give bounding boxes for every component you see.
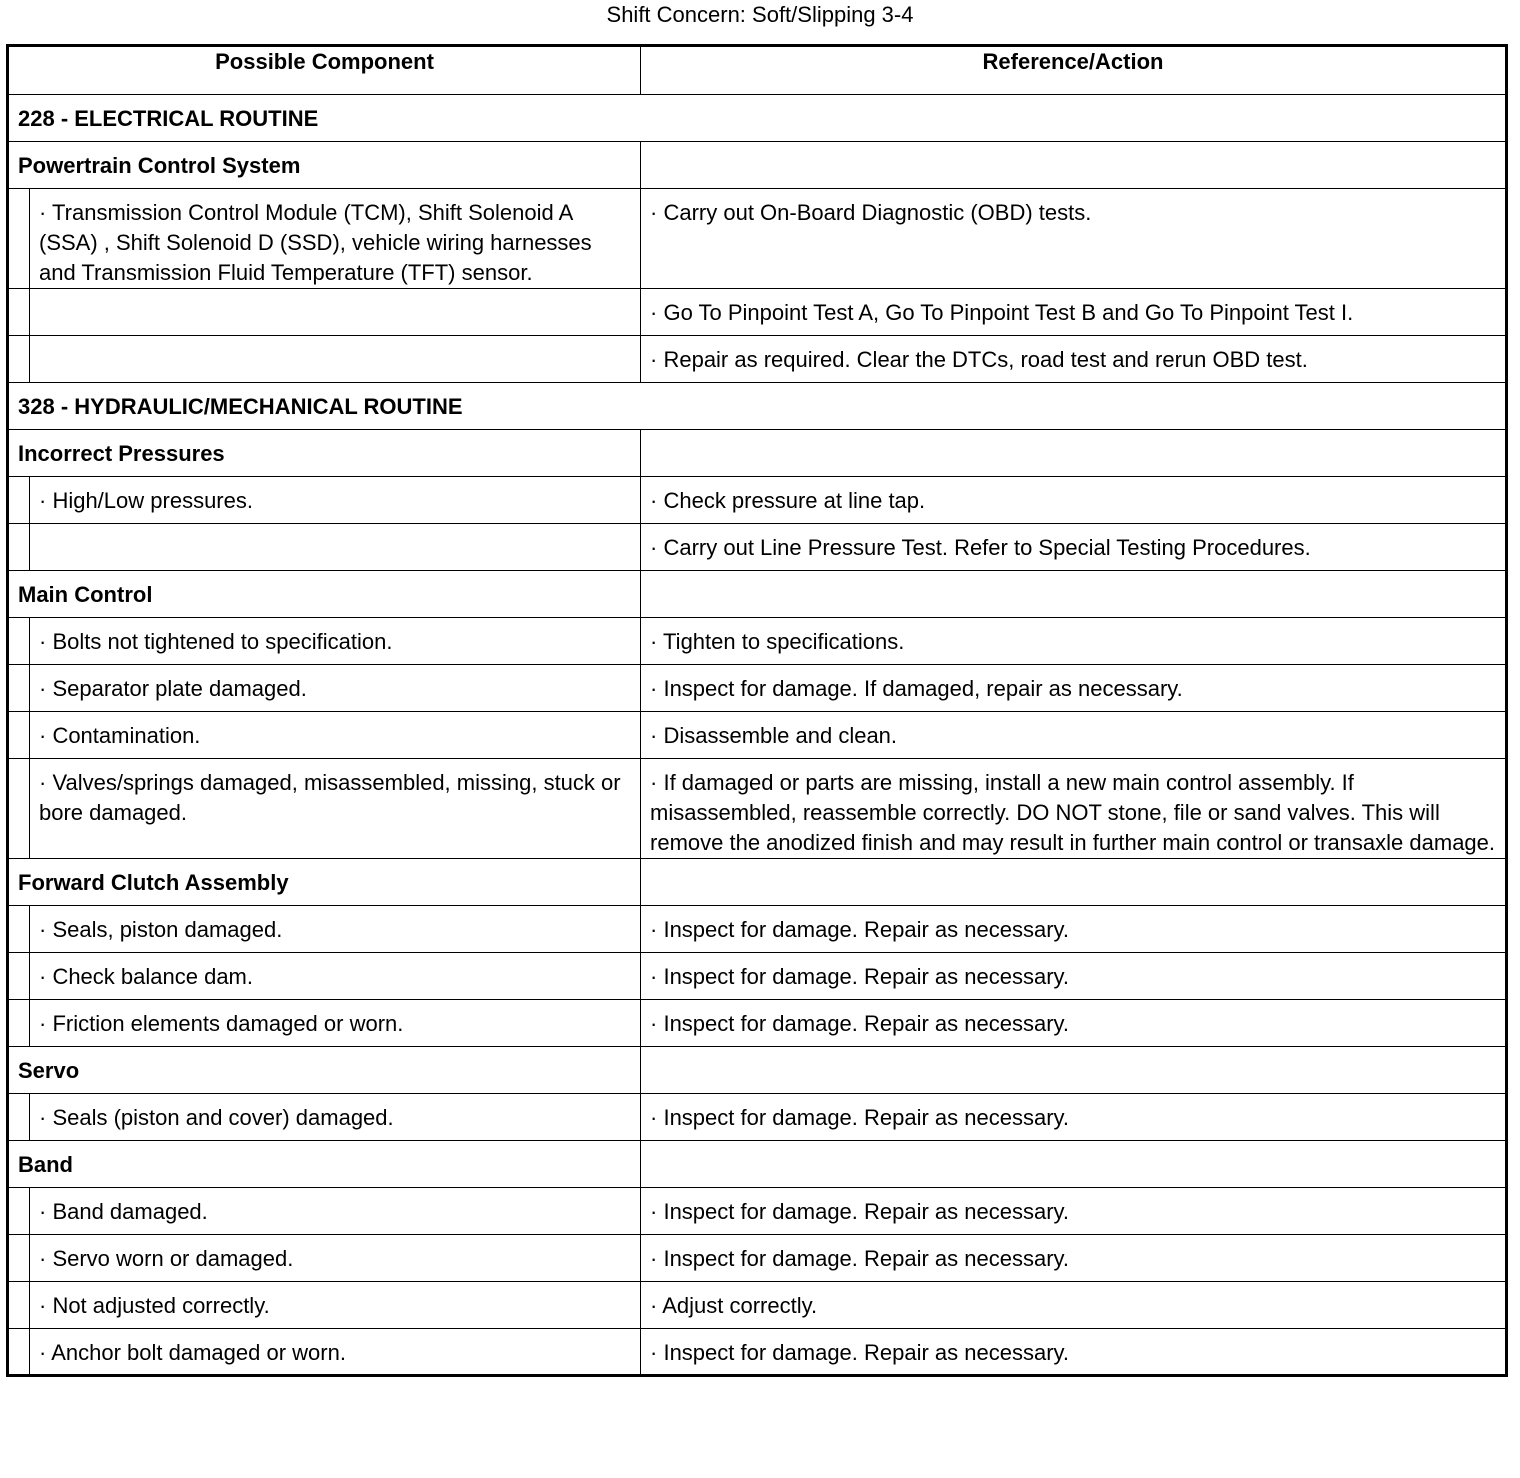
header-reference-action: Reference/Action bbox=[641, 46, 1507, 95]
indent-cell bbox=[8, 336, 30, 383]
action-cell: · Inspect for damage. Repair as necessary. bbox=[641, 1188, 1507, 1235]
routine-heading: 228 - ELECTRICAL ROUTINE bbox=[8, 95, 1507, 142]
component-cell bbox=[30, 524, 641, 571]
table-row bbox=[8, 1329, 1507, 1376]
component-cell: · Contamination. bbox=[30, 712, 641, 759]
table-body bbox=[8, 95, 1507, 1376]
action-cell: · Adjust correctly. bbox=[641, 1282, 1507, 1329]
group-action-cell bbox=[641, 142, 1507, 189]
action-cell: · Inspect for damage. If damaged, repair as necessary. bbox=[641, 665, 1507, 712]
action-cell: · Inspect for damage. Repair as necessary. bbox=[641, 1329, 1507, 1376]
component-cell: · Transmission Control Module (TCM), Shift Solenoid A (SSA) , Shift Solenoid D (SSD), vehicle wiring harnesses and Transmission Fluid Temperature (TFT) sensor. bbox=[30, 189, 641, 289]
action-cell: · Tighten to specifications. bbox=[641, 618, 1507, 665]
indent-cell bbox=[8, 1094, 30, 1141]
group-heading: Forward Clutch Assembly bbox=[8, 859, 641, 906]
indent-cell bbox=[8, 1329, 30, 1376]
component-cell: · High/Low pressures. bbox=[30, 477, 641, 524]
component-cell: · Valves/springs damaged, misassembled, missing, stuck or bore damaged. bbox=[30, 759, 641, 859]
table-row bbox=[8, 1282, 1507, 1329]
indent-cell bbox=[8, 524, 30, 571]
group-heading: Servo bbox=[8, 1047, 641, 1094]
table-row bbox=[8, 1188, 1507, 1235]
action-cell: · Check pressure at line tap. bbox=[641, 477, 1507, 524]
component-cell: · Servo worn or damaged. bbox=[30, 1235, 641, 1282]
group-row bbox=[8, 142, 1507, 189]
header-possible-component: Possible Component bbox=[8, 46, 641, 95]
component-cell: · Seals (piston and cover) damaged. bbox=[30, 1094, 641, 1141]
action-cell: · Carry out On-Board Diagnostic (OBD) tests. bbox=[641, 189, 1507, 289]
group-heading: Band bbox=[8, 1141, 641, 1188]
routine-heading: 328 - HYDRAULIC/MECHANICAL ROUTINE bbox=[8, 383, 1507, 430]
indent-cell bbox=[8, 906, 30, 953]
action-cell: · Disassemble and clean. bbox=[641, 712, 1507, 759]
indent-cell bbox=[8, 289, 30, 336]
action-cell: · Inspect for damage. Repair as necessary. bbox=[641, 1094, 1507, 1141]
action-cell: · Inspect for damage. Repair as necessary. bbox=[641, 953, 1507, 1000]
indent-cell bbox=[8, 618, 30, 665]
group-row bbox=[8, 859, 1507, 906]
component-cell: · Anchor bolt damaged or worn. bbox=[30, 1329, 641, 1376]
action-cell: · Carry out Line Pressure Test. Refer to Special Testing Procedures. bbox=[641, 524, 1507, 571]
table-row bbox=[8, 1235, 1507, 1282]
component-cell bbox=[30, 289, 641, 336]
indent-cell bbox=[8, 759, 30, 859]
table-row bbox=[8, 712, 1507, 759]
group-action-cell bbox=[641, 1141, 1507, 1188]
action-cell: · Inspect for damage. Repair as necessary. bbox=[641, 906, 1507, 953]
indent-cell bbox=[8, 1282, 30, 1329]
table-row bbox=[8, 1094, 1507, 1141]
routine-row bbox=[8, 383, 1507, 430]
group-heading: Powertrain Control System bbox=[8, 142, 641, 189]
group-action-cell bbox=[641, 571, 1507, 618]
component-cell: · Seals, piston damaged. bbox=[30, 906, 641, 953]
component-cell: · Not adjusted correctly. bbox=[30, 1282, 641, 1329]
group-row bbox=[8, 430, 1507, 477]
group-action-cell bbox=[641, 430, 1507, 477]
group-heading: Main Control bbox=[8, 571, 641, 618]
component-cell: · Friction elements damaged or worn. bbox=[30, 1000, 641, 1047]
table-row bbox=[8, 524, 1507, 571]
table-row bbox=[8, 189, 1507, 289]
document-title: Shift Concern: Soft/Slipping 3-4 bbox=[606, 2, 914, 27]
group-heading: Incorrect Pressures bbox=[8, 430, 641, 477]
indent-cell bbox=[8, 1000, 30, 1047]
component-cell: · Bolts not tightened to specification. bbox=[30, 618, 641, 665]
table-row bbox=[8, 665, 1507, 712]
table-row bbox=[8, 906, 1507, 953]
table-row bbox=[8, 1000, 1507, 1047]
component-cell: · Check balance dam. bbox=[30, 953, 641, 1000]
indent-cell bbox=[8, 953, 30, 1000]
indent-cell bbox=[8, 665, 30, 712]
table-row bbox=[8, 289, 1507, 336]
action-cell: · Inspect for damage. Repair as necessary. bbox=[641, 1235, 1507, 1282]
action-cell: · Inspect for damage. Repair as necessary. bbox=[641, 1000, 1507, 1047]
table-row bbox=[8, 953, 1507, 1000]
group-row bbox=[8, 571, 1507, 618]
component-cell: · Separator plate damaged. bbox=[30, 665, 641, 712]
indent-cell bbox=[8, 189, 30, 289]
component-cell bbox=[30, 336, 641, 383]
table-row bbox=[8, 477, 1507, 524]
group-action-cell bbox=[641, 859, 1507, 906]
group-row bbox=[8, 1047, 1507, 1094]
group-row bbox=[8, 1141, 1507, 1188]
component-cell: · Band damaged. bbox=[30, 1188, 641, 1235]
table-row bbox=[8, 618, 1507, 665]
indent-cell bbox=[8, 477, 30, 524]
table-row bbox=[8, 336, 1507, 383]
action-cell: · Go To Pinpoint Test A, Go To Pinpoint Test B and Go To Pinpoint Test I. bbox=[641, 289, 1507, 336]
indent-cell bbox=[8, 1188, 30, 1235]
action-cell: · Repair as required. Clear the DTCs, road test and rerun OBD test. bbox=[641, 336, 1507, 383]
diagnosis-table bbox=[6, 44, 1508, 1377]
table-header-row bbox=[8, 46, 1507, 95]
action-cell: · If damaged or parts are missing, install a new main control assembly. If misassembled, reassemble correctly. DO NOT stone, file or sand valves. This will remove the anodized finish and may result in further main control or transaxle damage. bbox=[641, 759, 1507, 859]
table-row bbox=[8, 759, 1507, 859]
indent-cell bbox=[8, 1235, 30, 1282]
indent-cell bbox=[8, 712, 30, 759]
group-action-cell bbox=[641, 1047, 1507, 1094]
routine-row bbox=[8, 95, 1507, 142]
